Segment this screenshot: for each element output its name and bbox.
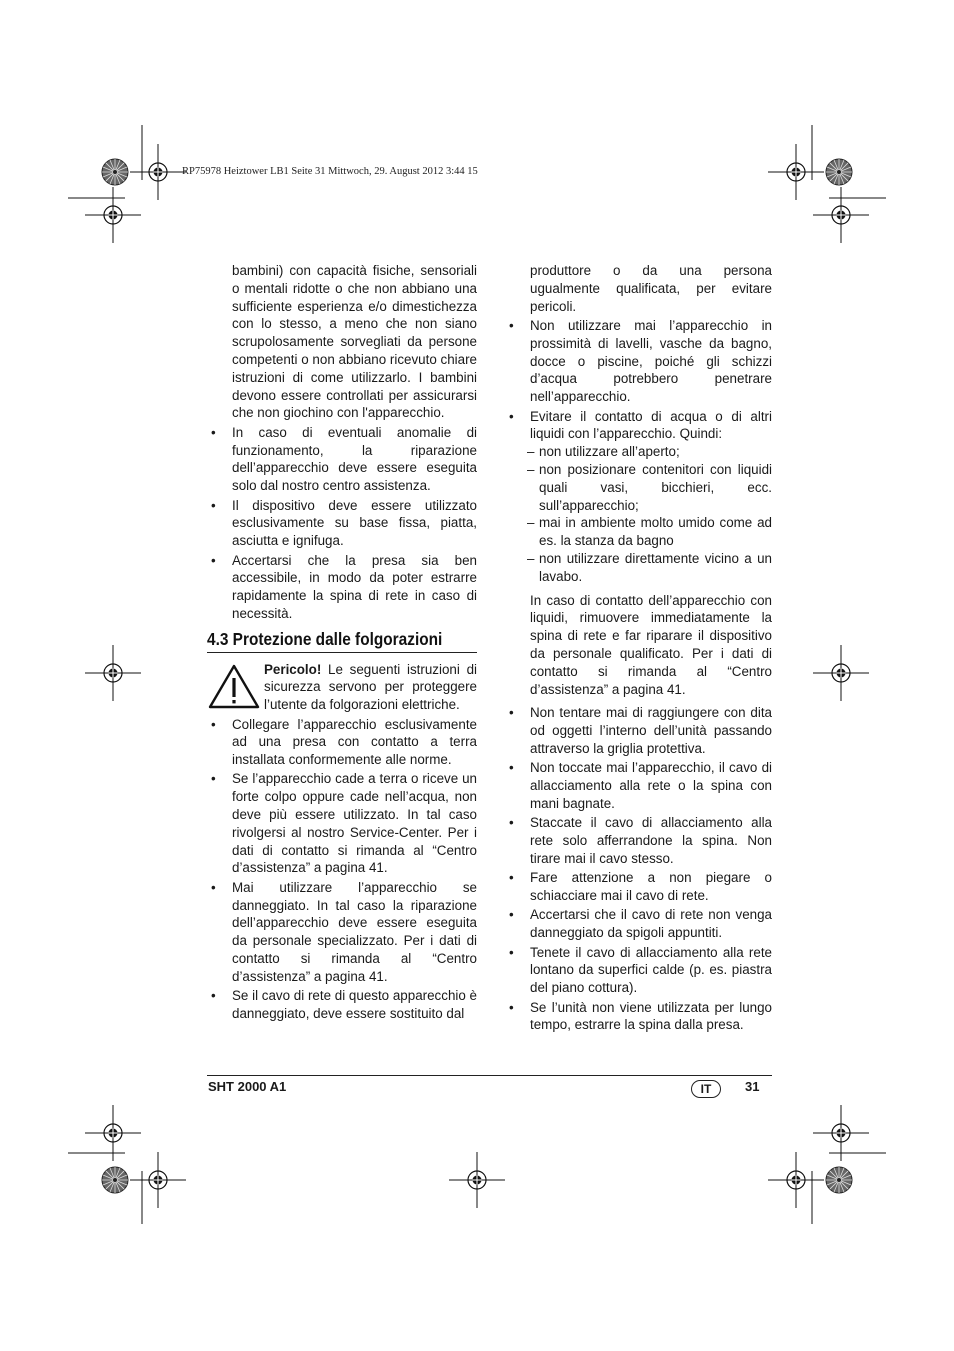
dash-item: – mai in ambiente molto umido come ad es. la stanza da bagno: [527, 515, 772, 549]
bullet-icon: •: [509, 815, 514, 831]
intro-paragraph: bambini) con capacità fisiche, sensoriali o mentali ridotte o che non abbiano una sufficiente esperienza e/o dimestichezza con lo stesso, a meno che non siano scrupolosamente sorvegliati da persone competenti o non abbiano ricevuto chiare istruzioni di come utilizzarlo. I bambini devono essere controllati per assicurarsi che non giochino con l'apparecchio.: [232, 263, 477, 421]
bullet-icon: •: [509, 317, 514, 333]
bullet-icon: •: [211, 497, 216, 513]
bullet-item: • Tenete il cavo di allacciamento alla rete lontano da superfici calde (p. es. piastra del piano cottura).: [509, 944, 772, 996]
bullet-item: • Accertarsi che la presa sia ben accessibile, in modo da poter estrarre rapidamente la spina di rete in caso di necessità.: [211, 552, 477, 621]
footer-rule: [207, 1075, 772, 1076]
bullet-item: • Non tentare mai di raggiungere con dita od oggetti l’interno dell’unità passando attraverso la griglia protettiva.: [509, 705, 772, 756]
bullet-item: • Se l’unità non viene utilizzata per lungo tempo, estrarre la spina dalla presa.: [509, 999, 772, 1033]
bullet-item: • Se il cavo di rete di questo apparecchio è danneggiato, deve essere sostituito dal: [211, 988, 477, 1022]
bullet-icon: •: [509, 705, 514, 721]
page-number: 31: [745, 1079, 760, 1094]
dash-item: – non utilizzare all’aperto;: [527, 444, 680, 460]
bullet-item: • Staccate il cavo di allacciamento alla rete solo afferrandone la spina. Non tirare mai il cavo stesso.: [509, 815, 772, 866]
dash-icon: –: [527, 461, 535, 477]
bullet-item: • Non toccate mai l’apparecchio, il cavo di allacciamento alla rete o la spina con mani bagnate.: [509, 760, 772, 811]
bullet-icon: •: [211, 988, 216, 1004]
warning-label: Pericolo!: [264, 661, 322, 677]
dash-icon: –: [527, 515, 535, 531]
print-header: RP75978 Heiztower LB1 Seite 31 Mittwoch, 29. August 2012 3:44 15: [182, 166, 478, 177]
dash-icon: –: [527, 550, 535, 566]
bullet-icon: •: [509, 760, 514, 776]
dash-item: – non posizionare contenitori con liquidi quali vasi, bicchieri, ecc. sull’apparecchio;: [527, 461, 772, 513]
warning-block: [207, 661, 477, 714]
bullet-icon: •: [509, 408, 514, 424]
warning-triangle-icon: [208, 664, 260, 710]
bullet-icon: •: [509, 999, 514, 1015]
bullet-item: • Collegare l’apparecchio esclusivamente ad una presa con contatto a terra installata conformemente alle norme.: [211, 716, 477, 768]
bullet-icon: •: [211, 879, 216, 895]
section-title: 4.3 Protezione dalle folgorazioni: [207, 628, 443, 649]
warning-text: Le seguenti istruzioni di sicurezza servono per proteggere l’utente da folgorazioni elettriche.: [264, 661, 477, 713]
bullet-item: • Fare attenzione a non piegare o schiacciare mai il cavo di rete.: [509, 870, 772, 904]
right-column: [505, 262, 772, 1034]
bullet-icon: •: [509, 944, 514, 960]
bullet-item: • In caso di eventuali anomalie di funzionamento, la riparazione dell’apparecchio deve essere eseguita solo dal nostro centro assistenza.: [211, 424, 477, 494]
bullet-item: • Evitare il contatto di acqua o di altri liquidi con l’apparecchio. Quindi:: [509, 408, 772, 442]
bullet-item: • Non utilizzare mai l’apparecchio in prossimità di lavelli, vasche da bagno, docce o piscine, poiché gli schizzi d’acqua potrebbero penetrare nell’apparecchio.: [509, 317, 772, 405]
bullet-item: • Accertarsi che il cavo di rete non venga danneggiato da spigoli appuntiti.: [509, 907, 772, 941]
bullet-icon: •: [211, 716, 216, 732]
language-badge: IT: [691, 1080, 721, 1098]
footer-model: SHT 2000 A1: [208, 1079, 287, 1094]
section-heading: [207, 628, 477, 653]
bullet-item: • Il dispositivo deve essere utilizzato esclusivamente su base fissa, piatta, asciutta e ignifuga.: [211, 497, 477, 549]
bullet-item: • Mai utilizzare l’apparecchio se danneggiato. In tal caso la riparazione dell’apparecchio deve essere eseguita da personale specializzato. Per i dati di contatto si rimanda al “Centro d’assistenza” a pagina 41.: [211, 879, 477, 984]
bullet-icon: •: [509, 907, 514, 923]
continuation-paragraph: produttore o da una persona ugualmente qualificata, per evitare pericoli.: [530, 263, 772, 314]
bullet-item: • Se l’apparecchio cade a terra o riceve un forte colpo oppure cade nell’acqua, non deve più essere utilizzato. In tal caso rivolgersi al nostro Service-Center. Per i dati di contatto si rimanda al “Centro d’assistenza” a pagina 41.: [211, 771, 477, 876]
bullet-icon: •: [509, 870, 514, 886]
bullet-icon: •: [211, 552, 216, 568]
left-column: [207, 262, 477, 1023]
dash-icon: –: [527, 444, 535, 460]
dash-item: – non utilizzare direttamente vicino a un lavabo.: [527, 550, 772, 584]
liquid-contact-paragraph: In caso di contatto dell’apparecchio con liquidi, rimuovere immediatamente la spina di rete e far riparare il dispositivo da personale qualificato. Per i dati di contatto si rimanda al “Centro d’assistenza” a pagina 41.: [530, 592, 772, 697]
bullet-icon: •: [211, 424, 216, 440]
bullet-icon: •: [211, 771, 216, 787]
